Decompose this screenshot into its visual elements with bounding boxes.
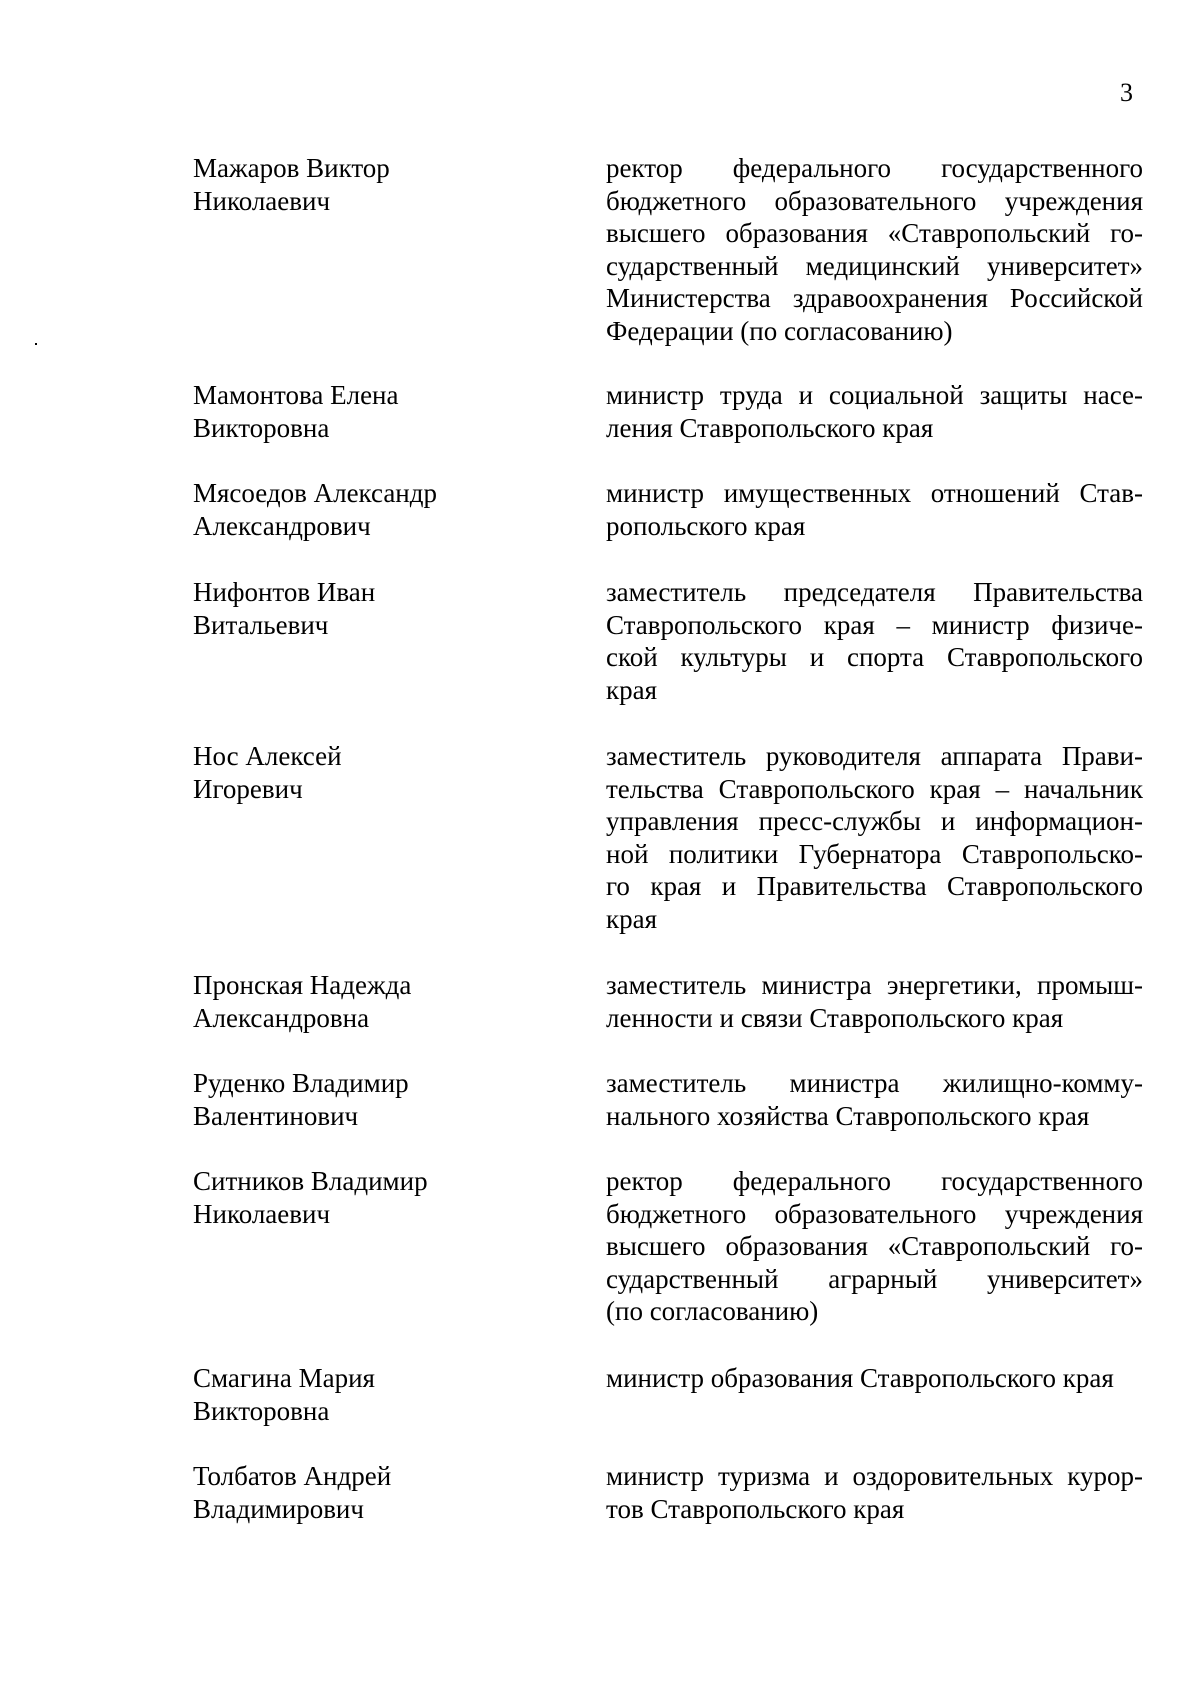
member-position [606, 576, 1143, 706]
member-name-line: Витальевич [193, 609, 329, 640]
member-name-line: Нос Алексей [193, 741, 342, 771]
member-name [193, 379, 553, 444]
member-name-line: Викторовна [193, 1395, 330, 1426]
member-position [606, 152, 1143, 347]
member-name [193, 152, 553, 217]
member-name-line: Ситников Владимир [193, 1166, 428, 1196]
member-name-line: Игоревич [193, 773, 303, 804]
member-position [606, 1165, 1143, 1328]
member-position-line: сударственный аграрный университет» [606, 1263, 1143, 1294]
member-name [193, 1460, 553, 1525]
member-position-line: министр имущественных отношений Став- [606, 478, 1143, 508]
member-name [193, 1165, 553, 1230]
member-name [193, 740, 553, 805]
member-name-line: Мамонтова Елена [193, 380, 399, 410]
member-position-line: ропольского края [606, 510, 806, 541]
member-position [606, 477, 1143, 542]
member-position-line: края [606, 674, 658, 705]
member-position-line: министр туризма и оздоровительных курор- [606, 1461, 1143, 1491]
member-position-line: Министерства здравоохранения Российской [606, 283, 1143, 313]
page-number: 3 [1120, 78, 1133, 107]
member-name [193, 576, 553, 641]
member-position-line: го края и Правительства Ставропольского [606, 871, 1143, 901]
member-position [606, 740, 1143, 935]
member-position-line: края [606, 903, 658, 934]
member-name-line: Николаевич [193, 185, 331, 216]
member-position [606, 379, 1143, 444]
member-position [606, 1460, 1143, 1525]
member-name-line: Валентинович [193, 1100, 359, 1131]
member-name-line: Владимирович [193, 1493, 364, 1524]
member-position-line: ректор федерального государственного [606, 153, 1143, 183]
member-name-line: Толбатов Андрей [193, 1461, 392, 1491]
member-position-line: заместитель руководителя аппарата Прави- [606, 741, 1143, 771]
member-position-line: заместитель министра энергетики, промыш- [606, 970, 1143, 1000]
member-name-line: Александрович [193, 510, 371, 541]
member-name-line: Николаевич [193, 1198, 331, 1229]
member-name-line: Мясоедов Александр [193, 478, 437, 508]
member-position-line: ленности и связи Ставропольского края [606, 1002, 1064, 1033]
member-name-line: Пронская Надежда [193, 970, 412, 1000]
member-position-line: ской культуры и спорта Ставропольского [606, 642, 1143, 672]
member-position [606, 969, 1143, 1034]
member-position-line: ления Ставропольского края [606, 412, 934, 443]
member-position-line: Федерации (по согласованию) [606, 315, 953, 346]
member-name [193, 969, 553, 1034]
member-position [606, 1067, 1143, 1132]
scan-speck [35, 343, 37, 345]
member-name [193, 477, 553, 542]
member-position-line: министр труда и социальной защиты насе- [606, 380, 1143, 410]
member-position-line: бюджетного образовательного учреждения [606, 185, 1143, 216]
member-name-line: Руденко Владимир [193, 1068, 409, 1098]
member-position-line: высшего образования «Ставропольский го- [606, 1231, 1143, 1261]
member-position-line: заместитель председателя Правительства [606, 577, 1143, 607]
member-position-line: ректор федерального государственного [606, 1166, 1143, 1196]
member-name-line: Смагина Мария [193, 1363, 375, 1393]
member-name-line: Александровна [193, 1002, 370, 1033]
member-position-line: высшего образования «Ставропольский го- [606, 218, 1143, 248]
member-position-line: управления пресс-службы и информацион- [606, 806, 1143, 836]
member-name-line: Нифонтов Иван [193, 577, 376, 607]
member-position-line: нального хозяйства Ставропольского края [606, 1100, 1090, 1131]
member-position-line: министр образования Ставропольского края [606, 1363, 1114, 1393]
member-name-line: Мажаров Виктор [193, 153, 390, 183]
member-position-line: сударственный медицинский университет» [606, 250, 1143, 281]
member-position-line: ной политики Губернатора Ставропольско- [606, 838, 1143, 869]
member-name-line: Викторовна [193, 412, 330, 443]
member-position-line: Ставропольского края – министр физиче- [606, 609, 1143, 640]
member-position-line: тов Ставропольского края [606, 1493, 905, 1524]
member-position-line: (по согласованию) [606, 1296, 819, 1326]
member-name [193, 1362, 553, 1427]
member-position [606, 1362, 1143, 1395]
member-position-line: тельства Ставропольского края – начальник [606, 773, 1143, 804]
member-position-line: заместитель министра жилищно-комму- [606, 1068, 1143, 1098]
member-name [193, 1067, 553, 1132]
member-position-line: бюджетного образовательного учреждения [606, 1198, 1143, 1229]
